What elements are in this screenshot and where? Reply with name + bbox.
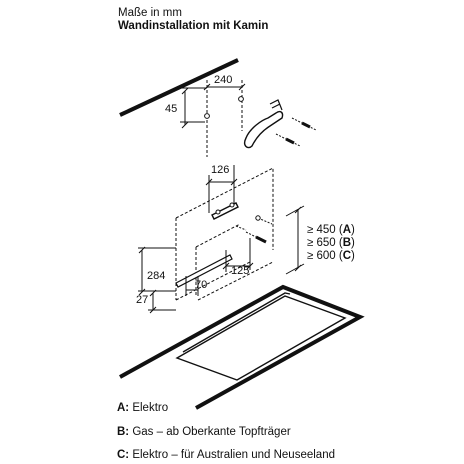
height-label-b: ≥ 650 (B) <box>307 237 355 249</box>
height-label-c: ≥ 600 (C) <box>307 250 355 262</box>
dim-70-label: 70 <box>195 279 208 291</box>
upper-bracket <box>245 112 283 148</box>
legend-item-a <box>117 402 168 414</box>
dim-27-line <box>148 290 176 313</box>
dim-126-label: 126 <box>211 164 230 176</box>
upper-mount-outline <box>207 80 242 157</box>
middle-hole-2 <box>230 203 234 207</box>
dim-125-label: 125 <box>231 265 250 277</box>
legend-text-c: Elektro – für Australien und Neuseeland <box>129 449 335 461</box>
dim-240-label: 240 <box>214 74 233 86</box>
diagram-title: Wandinstallation mit Kamin <box>118 20 269 32</box>
legend-text-b: Gas – ab Oberkante Topfträger <box>129 426 291 438</box>
legend-key-b: B: <box>117 426 130 438</box>
legend-key-c: C: <box>117 449 130 461</box>
screw-mid-3 <box>236 226 246 230</box>
dim-45-label: 45 <box>165 103 178 115</box>
screw-head-2 <box>286 139 294 143</box>
legend-text-a: Elektro <box>129 402 169 414</box>
screw-head-1 <box>302 123 310 127</box>
upper-hole-right <box>239 97 244 102</box>
middle-hole-1 <box>216 210 220 214</box>
legend-item-c <box>117 449 335 461</box>
legend-item-b <box>117 426 291 438</box>
upper-bracket-detail <box>270 100 282 110</box>
screw-head-3 <box>256 237 266 242</box>
upper-hole-left <box>205 114 210 119</box>
dim-27-label: 27 <box>136 294 149 306</box>
mid-wall-hole <box>256 216 260 220</box>
dim-height-line <box>286 206 304 274</box>
cooktop-outer <box>120 287 360 408</box>
legend-key-a: A: <box>117 402 130 414</box>
dim-45-line <box>180 88 207 128</box>
units-note: Maße in mm <box>118 7 182 19</box>
dim-284-label: 284 <box>147 270 166 282</box>
height-label-a: ≥ 450 (A) <box>307 224 355 236</box>
